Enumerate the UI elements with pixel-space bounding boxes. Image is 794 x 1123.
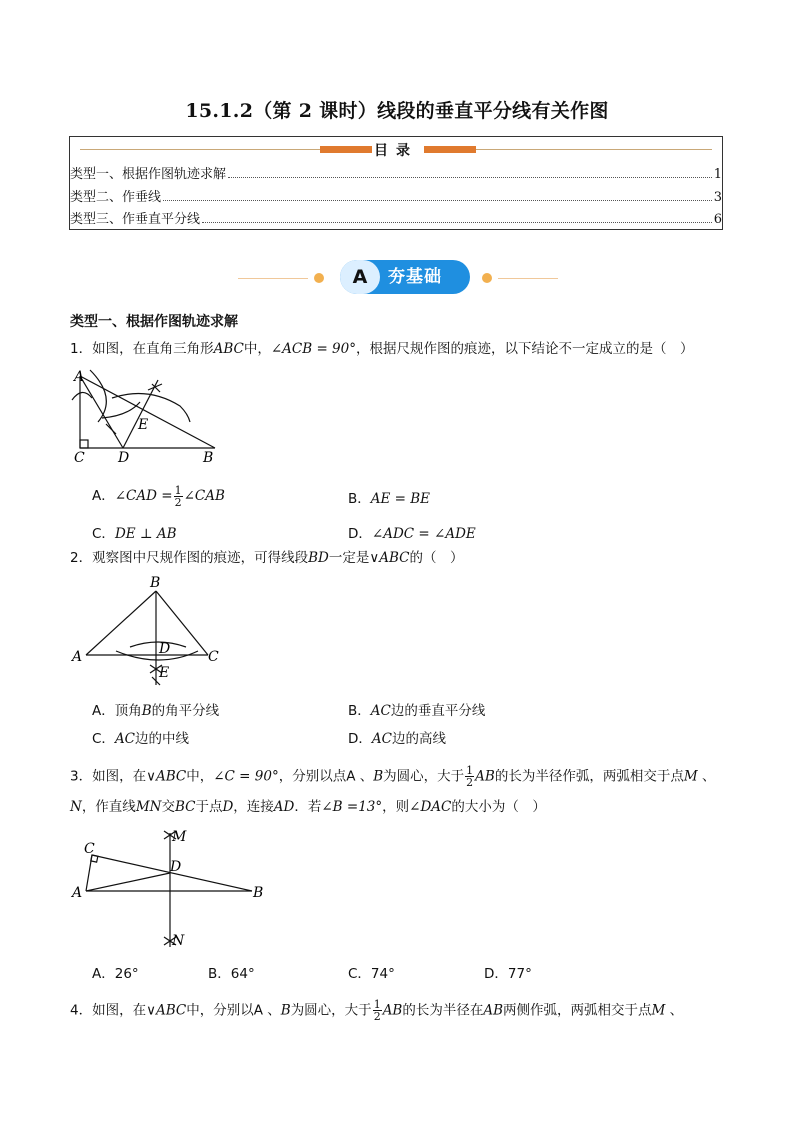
q1-figure (68, 362, 228, 466)
q2-option-c[interactable]: C．AC边的中线 (92, 731, 190, 747)
point-label-b: B (253, 885, 264, 901)
banner-text: 夯基础 (388, 267, 442, 287)
point-label-e: E (138, 417, 149, 433)
toc-heading (80, 143, 712, 157)
question-3-line-2: N，作直线MN交BC于点D，连接AD．若∠B =13°，则∠DAC的大小为（ ） (70, 799, 546, 815)
banner-letter: A (340, 260, 380, 294)
q1-option-b[interactable]: B．AE = BE (348, 491, 431, 507)
point-label-c: C (208, 649, 219, 665)
point-label-d: D (159, 641, 171, 657)
point-label-c: C (74, 450, 85, 466)
q2-option-d[interactable]: D．AC边的高线 (348, 731, 446, 747)
q1-option-d[interactable]: D．∠ADC = ∠ADE (348, 526, 476, 542)
point-label-b: B (150, 575, 161, 591)
toc-entry[interactable]: 类型三、作垂直平分线 6 (70, 212, 722, 227)
point-label-d: D (118, 450, 130, 466)
question-3-line-1: 3．如图，在∨ABC中，∠C = 90°，分别以点A 、B为圆心，大于 $\frac{1}{2}$ AB的长为半径作弧，两弧相交于点M 、 (70, 764, 716, 789)
q3-option-c[interactable]: C．74° (348, 966, 395, 982)
banner-badge (340, 260, 470, 294)
point-label-c: C (84, 841, 95, 857)
toc-entry[interactable]: 类型一、根据作图轨迹求解 1 (70, 167, 722, 182)
question-4: 4．如图，在∨ABC中，分别以A 、B为圆心，大于 $\frac{1}{2}$ AB的长为半径在AB两侧作弧，两弧相交于点M 、 (70, 998, 684, 1023)
q2-figure (68, 573, 228, 693)
question-1: 1．如图，在直角三角形ABC中，∠ACB = 90°，根据尺规作图的痕迹，以下结论不一定成立的是（ ） (70, 341, 694, 357)
q3-option-b[interactable]: B．64° (208, 966, 255, 982)
q3-option-a[interactable]: A．26° (92, 966, 139, 982)
toc-heading-label: 目录 (374, 143, 418, 159)
q1-option-c[interactable]: C．DE ⊥ AB (92, 526, 177, 542)
q3-figure (68, 825, 278, 955)
point-label-b: B (203, 450, 214, 466)
q2-option-b[interactable]: B．AC边的垂直平分线 (348, 703, 486, 719)
question-2: 2．观察图中尺规作图的痕迹，可得线段BD一定是∨ABC的（ ） (70, 550, 464, 566)
point-label-n: N (172, 933, 185, 949)
q1-option-a[interactable]: A．∠CAD = $\frac{1}{2}$ ∠CAB (92, 483, 225, 509)
point-label-d: D (170, 859, 182, 875)
point-label-a: A (72, 885, 83, 901)
q2-option-a[interactable]: A．顶角B的角平分线 (92, 703, 220, 719)
section-banner (238, 258, 558, 298)
point-label-a: A (72, 649, 83, 665)
section-heading: 类型一、根据作图轨迹求解 (70, 314, 238, 330)
toc-entry[interactable]: 类型二、作垂线 3 (70, 190, 722, 205)
point-label-m: M (172, 829, 187, 845)
page-title: 15.1.2（第 2 课时）线段的垂直平分线有关作图 (185, 100, 609, 122)
q3-option-d[interactable]: D．77° (484, 966, 532, 982)
point-label-e: E (159, 665, 170, 681)
point-label-a: A (74, 369, 85, 385)
